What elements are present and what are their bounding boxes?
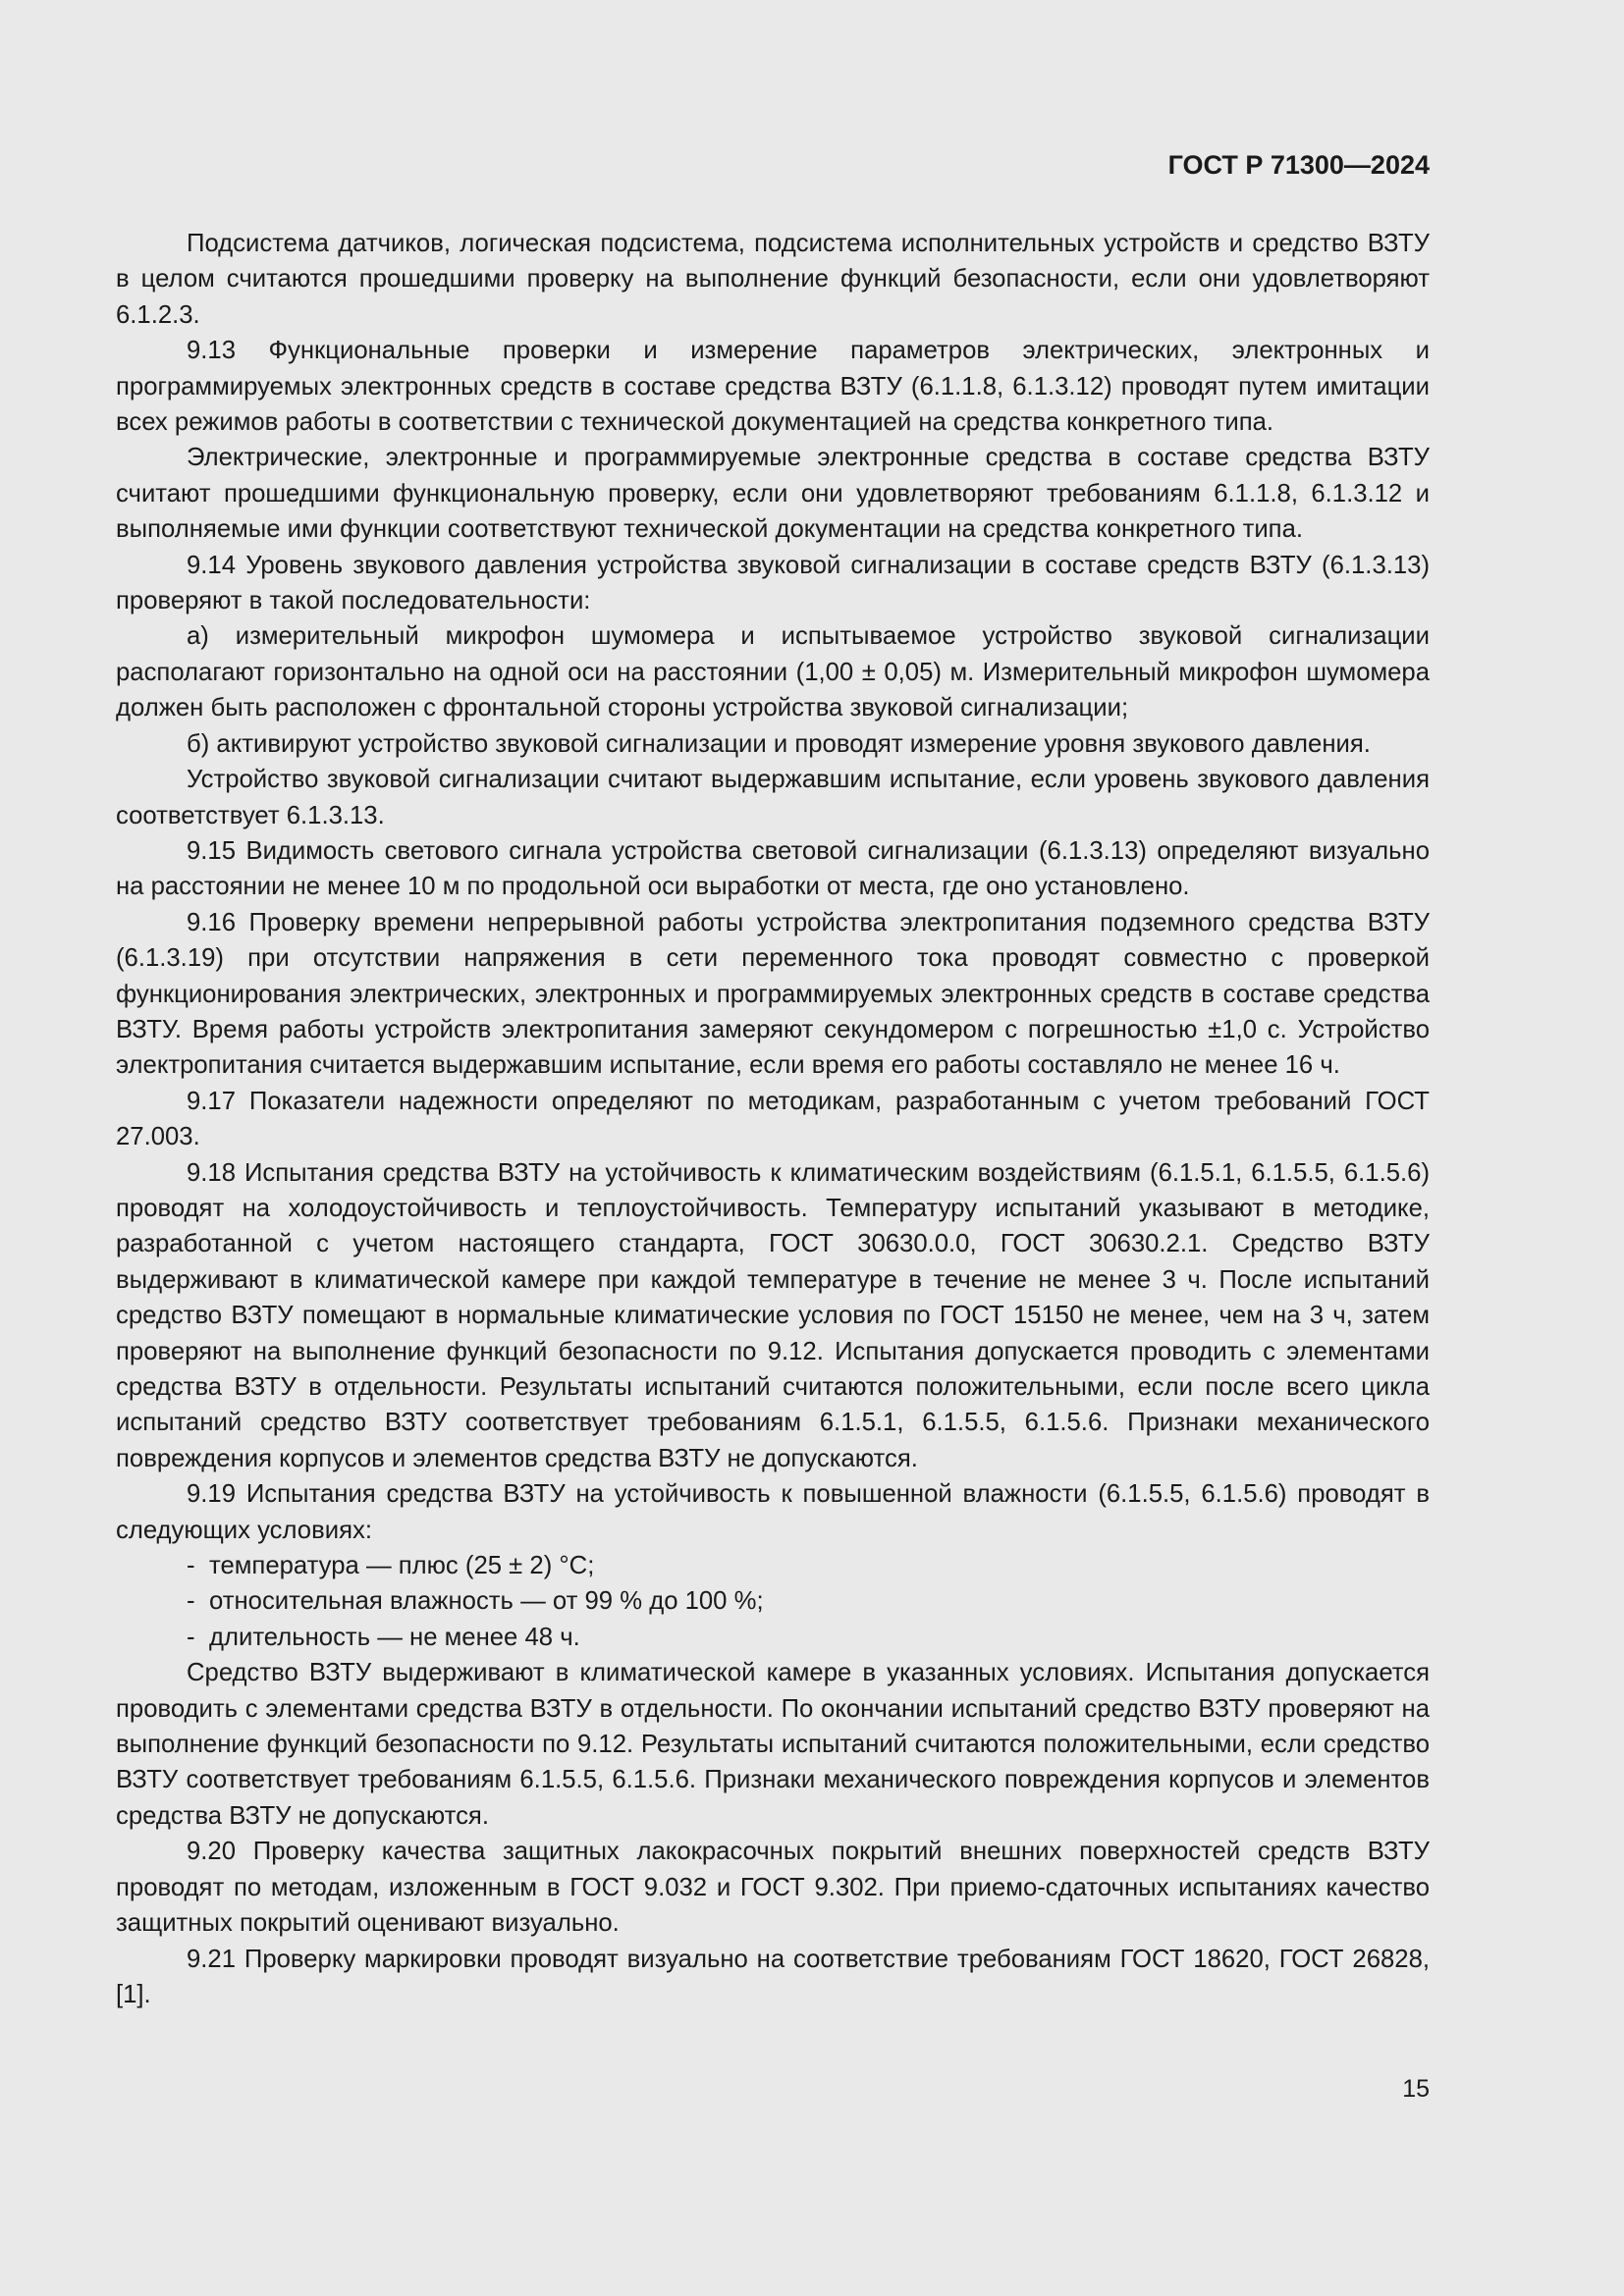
list-item (116, 1583, 1430, 1619)
paragraph: Электрические, электронные и программируемые электронные средства в составе средства ВЗТУ считают прошедшими функциональную проверку, если они удовлетворяют требованиям 6.1.1.8, 6.1.3.12 и выполняемые ими функции соответствуют технической документации на средства конкретного типа. (116, 444, 1430, 544)
clause-9-21: 9.21 Проверку маркировки проводят визуально на соответствие требованиям ГОСТ 18620, ГОСТ 26828, [1]. (116, 1945, 1430, 2008)
paragraph: Устройство звуковой сигнализации считают выдержавшим испытание, если уровень звукового давления соответствует 6.1.3.13. (116, 766, 1430, 829)
list-item-text: относительная влажность — от 99 % до 100 %; (209, 1587, 764, 1616)
list-item (116, 1548, 1430, 1583)
paragraph: Средство ВЗТУ выдерживают в климатической камере в указанных условиях. Испытания допускается проводить с элементами средства ВЗТУ в отдельности. По окончании испытаний средство ВЗТУ проверяют на выполнение функций безопасности по 9.12. Результаты испытаний считаются положительными, если средство ВЗТУ соответствует требованиям 6.1.5.5, 6.1.5.6. Признаки механического повреждения корпусов и элементов средства ВЗТУ не допускаются. (116, 1659, 1430, 1830)
clause-9-13: 9.13 Функциональные проверки и измерение параметров электрических, электронных и программируемых электронных средств в составе средства ВЗТУ (6.1.1.8, 6.1.3.12) проводят путем имитации всех режимов работы в соответствии с технической документацией на средства конкретного типа. (116, 337, 1430, 437)
clause-9-19: 9.19 Испытания средства ВЗТУ на устойчивость к повышенной влажности (6.1.5.5, 6.1.5.6) проводят в следующих условиях: (116, 1480, 1430, 1544)
step-a: а) измерительный микрофон шумомера и испытываемое устройство звуковой сигнализации располагают горизонтально на одной оси на расстоянии (1,00 ± 0,05) м. Измерительный микрофон шумомера должен быть расположен с фронтальной стороны устройства звуковой сигнализации; (116, 622, 1430, 722)
page-number: 15 (1402, 2075, 1430, 2103)
list-dash: - (187, 1552, 195, 1580)
document-id: ГОСТ Р 71300—2024 (1167, 150, 1430, 180)
list-dash: - (187, 1587, 195, 1616)
clause-9-14: 9.14 Уровень звукового давления устройства звуковой сигнализации в составе средств ВЗТУ (6.1.3.13) проверяют в такой последовательности: (116, 551, 1430, 615)
clause-9-18: 9.18 Испытания средства ВЗТУ на устойчивость к климатическим воздействиям (6.1.5.1, 6.1.5.5, 6.1.5.6) проводят на холодоустойчивость и теплоустойчивость. Температуру испытаний указывают в методике, разработанной с учетом настоящего стандарта, ГОСТ 30630.0.0, ГОСТ 30630.2.1. Средство ВЗТУ выдерживают в климатической камере при каждой температуре в течение не менее 3 ч. После испытаний средство ВЗТУ помещают в нормальные климатические условия по ГОСТ 15150 не менее, чем на 3 ч, затем проверяют на выполнение функций безопасности по 9.12. Испытания допускается проводить с элементами средства ВЗТУ в отдельности. Результаты испытаний считаются положительными, если после всего цикла испытаний средство ВЗТУ соответствует требованиям 6.1.5.1, 6.1.5.5, 6.1.5.6. Признаки механического повреждения корпусов и элементов средства ВЗТУ не допускаются. (116, 1158, 1430, 1472)
paragraph: Подсистема датчиков, логическая подсистема, подсистема исполнительных устройств и средство ВЗТУ в целом считаются прошедшими проверку на выполнение функций безопасности, если они удовлетворяют 6.1.2.3. (116, 230, 1430, 329)
step-b: б) активируют устройство звуковой сигнализации и проводят измерение уровня звукового давления. (187, 729, 1371, 758)
clause-9-16: 9.16 Проверку времени непрерывной работы устройства электропитания подземного средства ВЗТУ (6.1.3.19) при отсутствии напряжения в сети переменного тока проводят совместно с проверкой функционирования электрических, электронных и программируемых электронных средств в составе средства ВЗТУ. Время работы устройств электропитания замеряют секундомером с погрешностью ±1,0 с. Устройство электропитания считается выдержавшим испытание, если время его работы составляло не менее 16 ч. (116, 908, 1430, 1080)
document-header (116, 145, 1430, 185)
list-item (116, 1620, 1430, 1655)
clause-9-17: 9.17 Показатели надежности определяют по методикам, разработанным с учетом требований ГОСТ 27.003. (116, 1087, 1430, 1151)
list-dash: - (187, 1623, 195, 1651)
list-item-text: длительность — не менее 48 ч. (209, 1623, 580, 1651)
clause-9-15: 9.15 Видимость светового сигнала устройства световой сигнализации (6.1.3.13) определяют визуально на расстоянии не менее 10 м по продольной оси выработки от места, где оно установлено. (116, 836, 1430, 901)
list-item-text: температура — плюс (25 ± 2) °С; (209, 1552, 595, 1580)
document-body (116, 226, 1430, 2012)
clause-9-20: 9.20 Проверку качества защитных лакокрасочных покрытий внешних поверхностей средств ВЗТУ проводят по методам, изложенным в ГОСТ 9.032 и ГОСТ 9.302. При приемо-сдаточных испытаниях качество защитных покрытий оценивают визуально. (116, 1838, 1430, 1938)
